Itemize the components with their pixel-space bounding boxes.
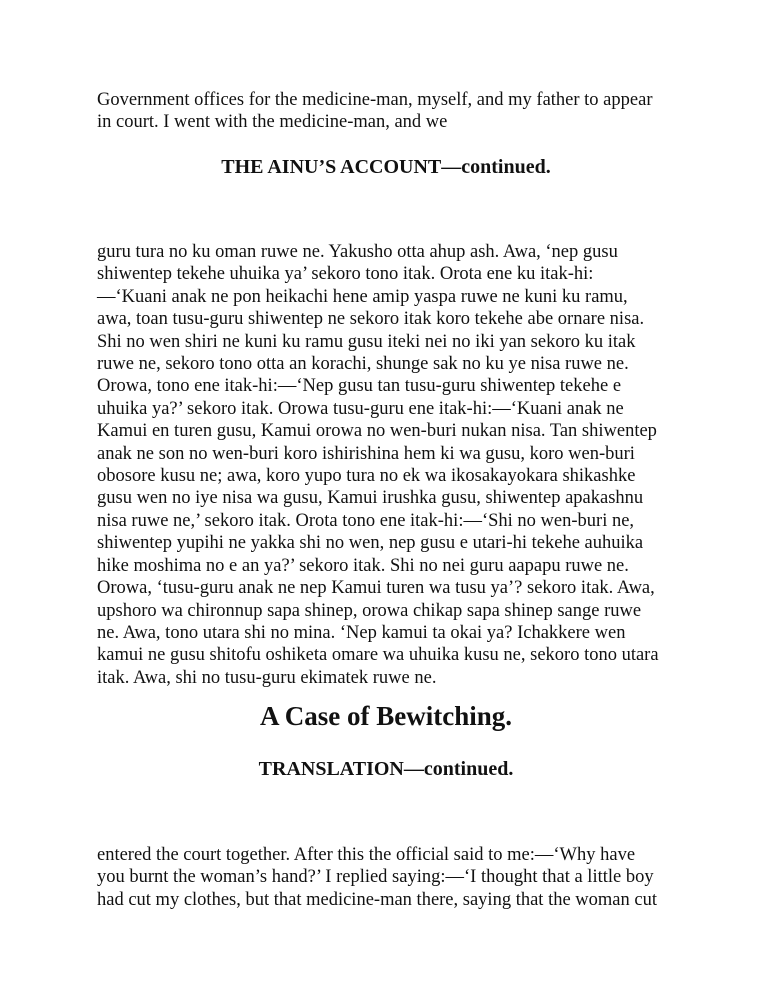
text-line: Orowa, ‘tusu-guru anak ne nep Kamui turen wa tusu ya’? sekoro itak. Awa, [97,578,655,599]
text-line: gusu wen no iye nisa wa gusu, Kamui irushka gusu, shiwentep apakashnu [97,488,644,509]
text-line: itak. Awa, shi no tusu-guru ekimatek ruwe ne. [97,667,437,688]
text-line: Kamui en turen gusu, Kamui orowa no wen-buri nukan nisa. Tan shiwentep [97,421,657,442]
text-line: nisa ruwe ne,’ sekoro itak. Orota tono ene itak-hi:—‘Shi no wen-buri ne, [97,510,635,531]
text-line: shiwentep tekehe uhuika ya’ sekoro tono itak. Orota ene ku itak-hi: [97,264,594,285]
text-line: you burnt the woman’s hand?’ I replied saying:—‘I thought that a little boy [97,867,654,888]
text-line: Government offices for the medicine-man, myself, and my father to appear [97,90,653,110]
text-line: entered the court together. After this the official said to me:—‘Why have [97,845,636,865]
section-title-case: A Case of Bewitching. [260,701,512,731]
ainu-text-paragraph [97,241,683,689]
text-line: shiwentep yupihi ne yakka shi no wen, nep gusu e utari-hi tekehe auhuika [97,533,644,554]
text-line: hike moshima no e an ya?’ sekoro itak. Shi no nei guru aapapu ruwe ne. [97,555,629,576]
text-line: Shi no wen shiri ne kuni ku ramu gusu iteki nei no iki yan sekoro ku itak [97,331,636,352]
text-line: uhuika ya?’ sekoro itak. Orowa tusu-guru ene itak-hi:—‘Kuani anak ne [97,398,624,419]
text-line: kamui ne gusu shitofu oshiketa omare wa uhuika kusu ne, sekoro tono utara [97,645,659,666]
text-line: —‘Kuani anak ne pon heikachi hene amip yaspa ruwe ne kuni ku ramu, [97,286,628,307]
text-line: in court. I went with the medicine-man, and we [97,112,448,133]
text-line: ruwe ne, sekoro tono otta an korachi, shunge sak no ku ye nisa ruwe ne. [97,354,629,375]
text-line: upshoro wa chironnup sapa shinep, orowa chikap sapa shinep sange ruwe [97,600,642,621]
text-line: obosore kusu ne; awa, koro yupo tura no ek wa ikosakayokara shikashke [97,466,636,487]
text-line: ne. Awa, tono utara shi no mina. ‘Nep kamui ta okai ya? Ichakkere wen [97,622,626,643]
text-line: guru tura no ku oman ruwe ne. Yakusho otta ahup ash. Awa, ‘nep gusu [97,242,618,262]
text-line: anak ne son no wen-buri koro ishirishina hem ki wa gusu, koro wen-buri [97,443,635,464]
section-heading-ainu-account: THE AINU’S ACCOUNT—continued. [221,156,551,178]
section-heading-translation: TRANSLATION—continued. [258,758,514,780]
intro-paragraph [97,89,683,134]
text-line: Orowa, tono ene itak-hi:—‘Nep gusu tan tusu-guru shiwentep tekehe e [97,376,622,397]
text-line: awa, toan tusu-guru shiwentep ne sekoro itak koro tekehe abe ornare nisa. [97,309,645,330]
translation-paragraph [97,844,683,911]
text-line: had cut my clothes, but that medicine-man there, saying that the woman cut [97,889,657,910]
